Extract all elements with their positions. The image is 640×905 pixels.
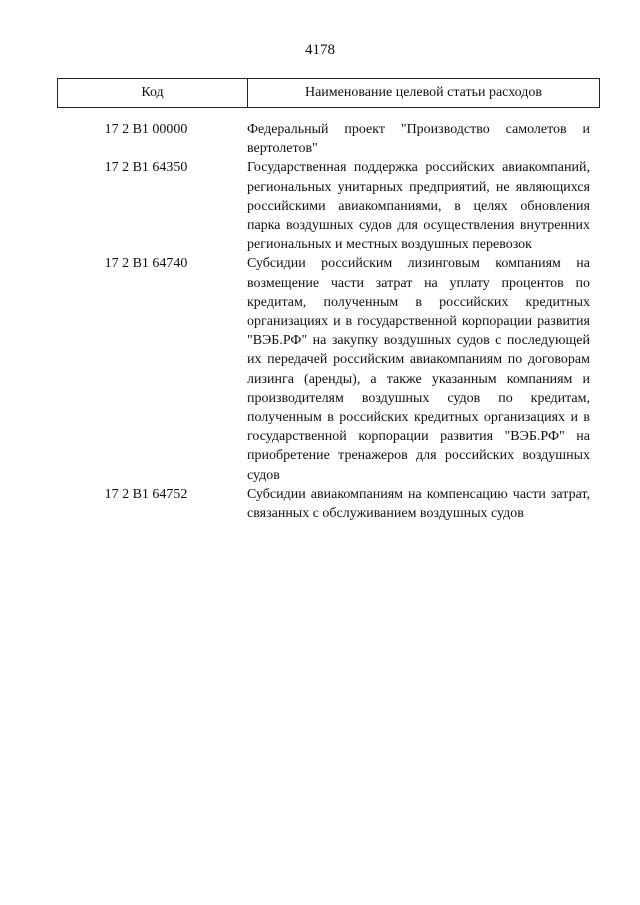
row-code: 17 2 B1 64350 xyxy=(104,160,188,176)
row-name: Субсидии российским лизинговым компаниям на возмещение части затрат на уплату процентов по кредитам, полученным в российских кредитных организациях и в государственной корпорации развития "ВЭБ.РФ" на закупку воздушных судов с последующей их передачей российским авиакомпаниям по договорам лизинга (аренды), а также указанным компаниям и производителям воздушных судов по кредитам, полученным в российских кредитных организациях и в государственной корпорации развития "ВЭБ.РФ" на приобретение тренажеров для российских воздушных судов xyxy=(247,256,590,483)
row-code: 17 2 B1 64752 xyxy=(104,486,188,502)
table-row xyxy=(57,254,600,484)
table-row xyxy=(57,120,600,158)
row-code: 17 2 B1 00000 xyxy=(104,122,188,137)
row-code: 17 2 B1 64740 xyxy=(104,256,188,272)
row-name: Федеральный проект "Производство самолетов и вертолетов" xyxy=(247,122,590,157)
row-name: Субсидии авиакомпаниям на компенсацию части затрат, связанных с обслуживанием воздушных судов xyxy=(247,486,590,522)
table-body xyxy=(57,120,600,523)
header-code: Код xyxy=(58,79,248,107)
table-row xyxy=(57,485,600,523)
row-name: Государственная поддержка российских авиакомпаний, региональных унитарных предприятий, не являющихся российскими авиакомпаниями, в целях обновления парка воздушных судов для осуществления внутренних региональных и местных воздушных перевозок xyxy=(247,160,590,253)
header-name: Наименование целевой статьи расходов xyxy=(304,85,543,100)
table-header xyxy=(57,78,600,108)
table-row xyxy=(57,158,600,254)
page-number: 4178 xyxy=(305,42,335,58)
